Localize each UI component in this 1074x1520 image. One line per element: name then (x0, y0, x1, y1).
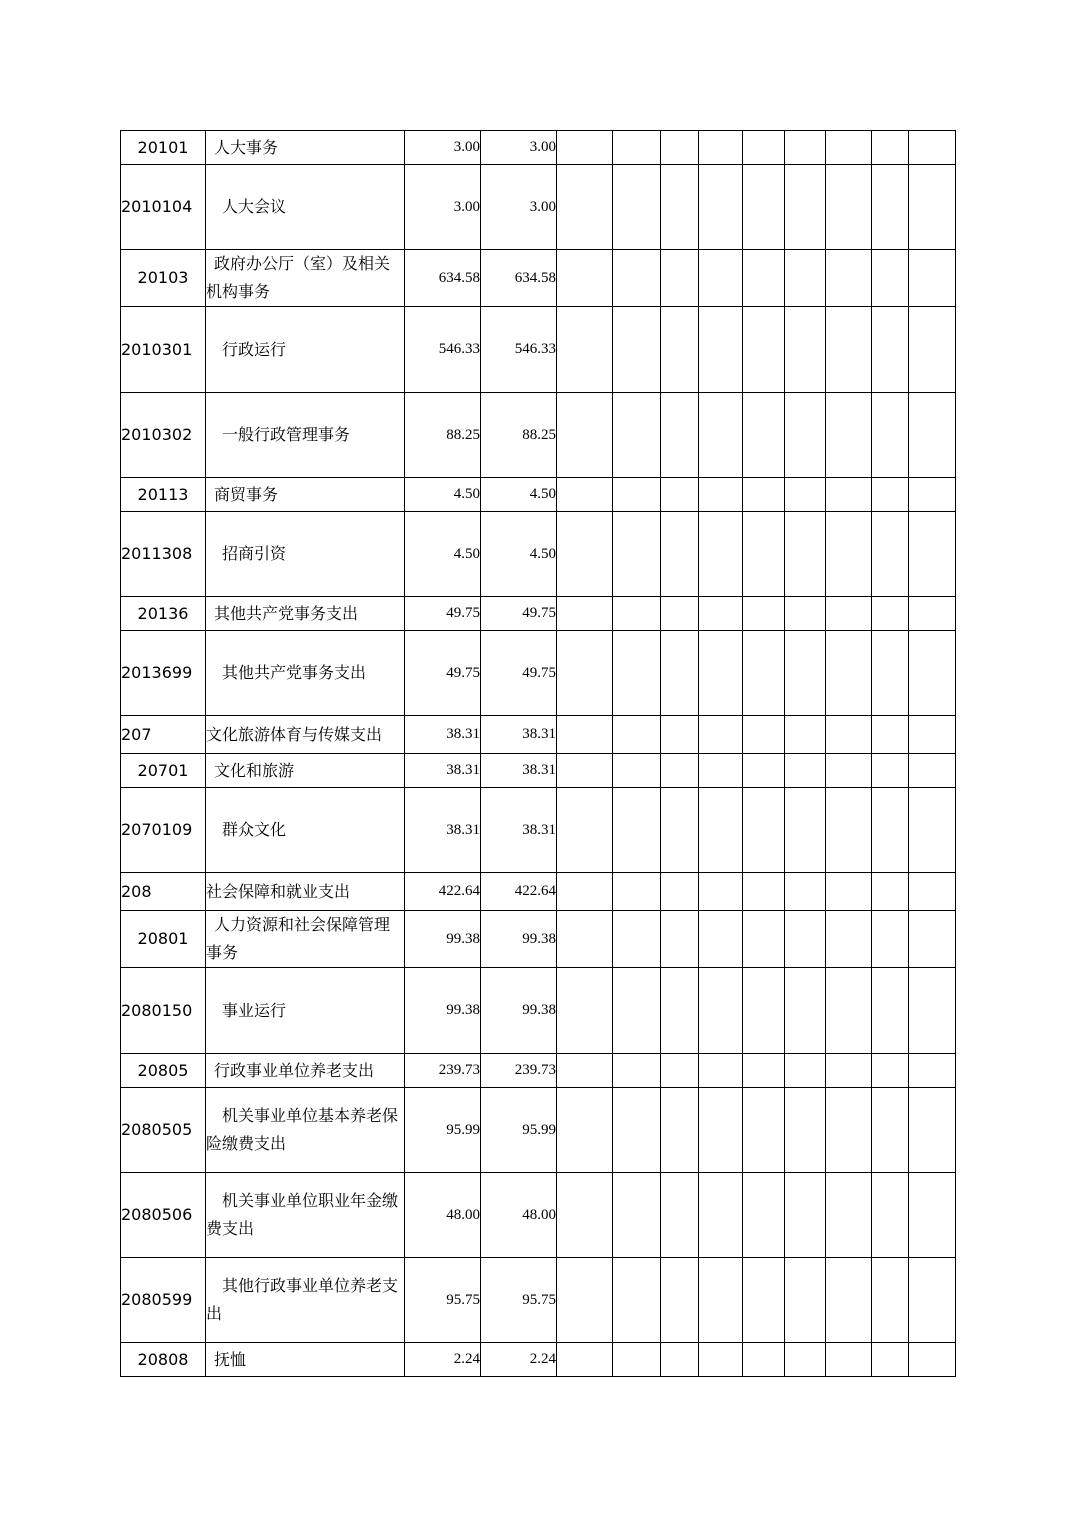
empty-cell (785, 788, 826, 873)
table-row (121, 873, 956, 911)
empty-cell (699, 873, 743, 911)
empty-cell (661, 1343, 699, 1377)
subject-code-cell: 2011308 (121, 512, 206, 597)
empty-cell (826, 393, 872, 478)
empty-cell (826, 478, 872, 512)
empty-cell (699, 788, 743, 873)
subject-name-cell: 行政事业单位养老支出 (206, 1054, 405, 1088)
subject-code-cell: 2080506 (121, 1173, 206, 1258)
empty-cell (743, 1173, 785, 1258)
subject-name-cell: 其他共产党事务支出 (206, 631, 405, 716)
empty-cell (613, 1173, 661, 1258)
table-row (121, 250, 956, 307)
empty-cell (743, 165, 785, 250)
empty-cell (613, 716, 661, 754)
empty-cell (699, 307, 743, 393)
empty-cell (785, 631, 826, 716)
table-row (121, 631, 956, 716)
subject-name-cell: 商贸事务 (206, 478, 405, 512)
empty-cell (826, 716, 872, 754)
empty-cell (743, 250, 785, 307)
total-amount-cell: 48.00 (405, 1173, 481, 1258)
empty-cell (872, 873, 909, 911)
table-row (121, 393, 956, 478)
empty-cell (613, 1088, 661, 1173)
empty-cell (661, 1258, 699, 1343)
subject-code-cell: 208 (121, 873, 206, 911)
empty-cell (557, 597, 613, 631)
subject-name-cell: 文化和旅游 (206, 754, 405, 788)
table-row (121, 165, 956, 250)
empty-cell (699, 597, 743, 631)
empty-cell (661, 716, 699, 754)
empty-cell (785, 968, 826, 1054)
basic-expenditure-cell: 95.75 (481, 1258, 557, 1343)
empty-cell (785, 754, 826, 788)
empty-cell (557, 165, 613, 250)
basic-expenditure-cell: 422.64 (481, 873, 557, 911)
subject-code-cell: 20101 (121, 131, 206, 165)
subject-name-cell: 机关事业单位职业年金缴费支出 (206, 1173, 405, 1258)
empty-cell (557, 307, 613, 393)
table-body (121, 131, 956, 1377)
total-amount-cell: 3.00 (405, 165, 481, 250)
empty-cell (699, 165, 743, 250)
table-row (121, 968, 956, 1054)
total-amount-cell: 49.75 (405, 597, 481, 631)
empty-cell (872, 512, 909, 597)
basic-expenditure-cell: 95.99 (481, 1088, 557, 1173)
empty-cell (661, 631, 699, 716)
empty-cell (872, 131, 909, 165)
subject-name-cell: 社会保障和就业支出 (206, 873, 405, 911)
empty-cell (557, 631, 613, 716)
empty-cell (557, 716, 613, 754)
empty-cell (743, 512, 785, 597)
basic-expenditure-cell: 88.25 (481, 393, 557, 478)
empty-cell (661, 393, 699, 478)
total-amount-cell: 38.31 (405, 788, 481, 873)
empty-cell (909, 716, 956, 754)
empty-cell (909, 631, 956, 716)
empty-cell (909, 873, 956, 911)
empty-cell (613, 788, 661, 873)
empty-cell (557, 1088, 613, 1173)
empty-cell (613, 631, 661, 716)
empty-cell (872, 250, 909, 307)
subject-code-cell: 20701 (121, 754, 206, 788)
empty-cell (557, 968, 613, 1054)
empty-cell (826, 788, 872, 873)
subject-name-cell: 抚恤 (206, 1343, 405, 1377)
total-amount-cell: 99.38 (405, 968, 481, 1054)
empty-cell (613, 1258, 661, 1343)
empty-cell (785, 250, 826, 307)
total-amount-cell: 38.31 (405, 716, 481, 754)
subject-code-cell: 2010301 (121, 307, 206, 393)
empty-cell (785, 1173, 826, 1258)
empty-cell (699, 1258, 743, 1343)
empty-cell (613, 478, 661, 512)
empty-cell (826, 1088, 872, 1173)
empty-cell (909, 393, 956, 478)
total-amount-cell: 88.25 (405, 393, 481, 478)
empty-cell (785, 1054, 826, 1088)
empty-cell (557, 131, 613, 165)
empty-cell (872, 968, 909, 1054)
basic-expenditure-cell: 49.75 (481, 597, 557, 631)
subject-code-cell: 2013699 (121, 631, 206, 716)
empty-cell (872, 165, 909, 250)
empty-cell (826, 597, 872, 631)
empty-cell (613, 873, 661, 911)
subject-name-cell: 人大会议 (206, 165, 405, 250)
empty-cell (661, 165, 699, 250)
empty-cell (699, 478, 743, 512)
table-row (121, 1173, 956, 1258)
empty-cell (557, 788, 613, 873)
empty-cell (872, 1258, 909, 1343)
subject-name-cell: 事业运行 (206, 968, 405, 1054)
subject-code-cell: 2080599 (121, 1258, 206, 1343)
empty-cell (909, 1343, 956, 1377)
subject-code-cell: 2080150 (121, 968, 206, 1054)
empty-cell (661, 754, 699, 788)
empty-cell (661, 788, 699, 873)
empty-cell (743, 1088, 785, 1173)
empty-cell (557, 512, 613, 597)
empty-cell (613, 165, 661, 250)
basic-expenditure-cell: 4.50 (481, 478, 557, 512)
empty-cell (743, 968, 785, 1054)
empty-cell (743, 788, 785, 873)
empty-cell (785, 393, 826, 478)
empty-cell (826, 631, 872, 716)
empty-cell (661, 1054, 699, 1088)
empty-cell (743, 754, 785, 788)
basic-expenditure-cell: 239.73 (481, 1054, 557, 1088)
total-amount-cell: 634.58 (405, 250, 481, 307)
subject-name-cell: 群众文化 (206, 788, 405, 873)
basic-expenditure-cell: 38.31 (481, 754, 557, 788)
table-row (121, 716, 956, 754)
empty-cell (699, 754, 743, 788)
empty-cell (872, 716, 909, 754)
subject-code-cell: 2080505 (121, 1088, 206, 1173)
subject-code-cell: 20136 (121, 597, 206, 631)
empty-cell (743, 716, 785, 754)
empty-cell (826, 307, 872, 393)
empty-cell (557, 1343, 613, 1377)
empty-cell (826, 1173, 872, 1258)
empty-cell (699, 1173, 743, 1258)
empty-cell (743, 478, 785, 512)
empty-cell (826, 165, 872, 250)
empty-cell (826, 1054, 872, 1088)
empty-cell (613, 131, 661, 165)
empty-cell (872, 911, 909, 968)
empty-cell (661, 873, 699, 911)
empty-cell (661, 307, 699, 393)
total-amount-cell: 422.64 (405, 873, 481, 911)
subject-name-cell: 招商引资 (206, 512, 405, 597)
empty-cell (557, 1258, 613, 1343)
empty-cell (661, 131, 699, 165)
empty-cell (785, 131, 826, 165)
empty-cell (613, 307, 661, 393)
empty-cell (557, 250, 613, 307)
empty-cell (785, 716, 826, 754)
empty-cell (699, 393, 743, 478)
empty-cell (661, 911, 699, 968)
empty-cell (743, 307, 785, 393)
empty-cell (872, 631, 909, 716)
empty-cell (661, 478, 699, 512)
empty-cell (785, 165, 826, 250)
empty-cell (909, 1054, 956, 1088)
table-row (121, 478, 956, 512)
empty-cell (743, 911, 785, 968)
empty-cell (557, 478, 613, 512)
subject-name-cell: 行政运行 (206, 307, 405, 393)
empty-cell (557, 873, 613, 911)
empty-cell (872, 393, 909, 478)
subject-name-cell: 其他行政事业单位养老支出 (206, 1258, 405, 1343)
empty-cell (872, 788, 909, 873)
empty-cell (557, 911, 613, 968)
empty-cell (699, 1054, 743, 1088)
empty-cell (909, 307, 956, 393)
total-amount-cell: 239.73 (405, 1054, 481, 1088)
empty-cell (613, 597, 661, 631)
empty-cell (826, 250, 872, 307)
empty-cell (743, 631, 785, 716)
basic-expenditure-cell: 546.33 (481, 307, 557, 393)
empty-cell (743, 1343, 785, 1377)
subject-name-cell: 其他共产党事务支出 (206, 597, 405, 631)
empty-cell (872, 478, 909, 512)
empty-cell (613, 911, 661, 968)
empty-cell (613, 1054, 661, 1088)
empty-cell (909, 1173, 956, 1258)
total-amount-cell: 38.31 (405, 754, 481, 788)
total-amount-cell: 95.75 (405, 1258, 481, 1343)
empty-cell (661, 512, 699, 597)
subject-name-cell: 机关事业单位基本养老保险缴费支出 (206, 1088, 405, 1173)
basic-expenditure-cell: 634.58 (481, 250, 557, 307)
table-row (121, 1054, 956, 1088)
empty-cell (872, 1343, 909, 1377)
empty-cell (661, 968, 699, 1054)
empty-cell (661, 1173, 699, 1258)
empty-cell (699, 1343, 743, 1377)
empty-cell (826, 873, 872, 911)
empty-cell (557, 1173, 613, 1258)
basic-expenditure-cell: 99.38 (481, 911, 557, 968)
empty-cell (909, 1088, 956, 1173)
empty-cell (699, 512, 743, 597)
subject-name-cell: 政府办公厅（室）及相关机构事务 (206, 250, 405, 307)
empty-cell (909, 1258, 956, 1343)
empty-cell (613, 393, 661, 478)
empty-cell (826, 911, 872, 968)
empty-cell (909, 754, 956, 788)
empty-cell (909, 597, 956, 631)
empty-cell (785, 1343, 826, 1377)
empty-cell (743, 873, 785, 911)
table-row (121, 1258, 956, 1343)
empty-cell (909, 478, 956, 512)
empty-cell (872, 1088, 909, 1173)
subject-code-cell: 20808 (121, 1343, 206, 1377)
total-amount-cell: 2.24 (405, 1343, 481, 1377)
empty-cell (785, 1088, 826, 1173)
empty-cell (743, 597, 785, 631)
empty-cell (699, 716, 743, 754)
subject-code-cell: 20805 (121, 1054, 206, 1088)
empty-cell (909, 788, 956, 873)
empty-cell (613, 250, 661, 307)
basic-expenditure-cell: 38.31 (481, 716, 557, 754)
basic-expenditure-cell: 4.50 (481, 512, 557, 597)
subject-code-cell: 20801 (121, 911, 206, 968)
table-row (121, 131, 956, 165)
empty-cell (826, 1343, 872, 1377)
table-row (121, 512, 956, 597)
empty-cell (557, 393, 613, 478)
empty-cell (743, 1054, 785, 1088)
empty-cell (699, 250, 743, 307)
subject-code-cell: 2010104 (121, 165, 206, 250)
empty-cell (909, 512, 956, 597)
total-amount-cell: 49.75 (405, 631, 481, 716)
empty-cell (909, 165, 956, 250)
empty-cell (699, 631, 743, 716)
basic-expenditure-cell: 49.75 (481, 631, 557, 716)
empty-cell (872, 597, 909, 631)
table-row (121, 754, 956, 788)
empty-cell (699, 131, 743, 165)
budget-table (120, 130, 956, 1377)
subject-name-cell: 文化旅游体育与传媒支出 (206, 716, 405, 754)
basic-expenditure-cell: 38.31 (481, 788, 557, 873)
empty-cell (909, 968, 956, 1054)
subject-name-cell: 人力资源和社会保障管理事务 (206, 911, 405, 968)
table-row (121, 1343, 956, 1377)
empty-cell (613, 754, 661, 788)
subject-name-cell: 一般行政管理事务 (206, 393, 405, 478)
empty-cell (872, 1054, 909, 1088)
empty-cell (557, 754, 613, 788)
table-row (121, 788, 956, 873)
empty-cell (661, 250, 699, 307)
subject-code-cell: 207 (121, 716, 206, 754)
empty-cell (743, 1258, 785, 1343)
subject-code-cell: 20113 (121, 478, 206, 512)
empty-cell (826, 1258, 872, 1343)
basic-expenditure-cell: 3.00 (481, 165, 557, 250)
subject-code-cell: 20103 (121, 250, 206, 307)
total-amount-cell: 546.33 (405, 307, 481, 393)
basic-expenditure-cell: 3.00 (481, 131, 557, 165)
total-amount-cell: 3.00 (405, 131, 481, 165)
empty-cell (743, 393, 785, 478)
empty-cell (872, 307, 909, 393)
total-amount-cell: 4.50 (405, 512, 481, 597)
total-amount-cell: 4.50 (405, 478, 481, 512)
empty-cell (613, 512, 661, 597)
empty-cell (826, 968, 872, 1054)
empty-cell (661, 597, 699, 631)
empty-cell (661, 1088, 699, 1173)
empty-cell (785, 597, 826, 631)
empty-cell (699, 1088, 743, 1173)
empty-cell (785, 512, 826, 597)
empty-cell (613, 968, 661, 1054)
empty-cell (872, 754, 909, 788)
empty-cell (699, 911, 743, 968)
table-row (121, 307, 956, 393)
empty-cell (826, 754, 872, 788)
total-amount-cell: 99.38 (405, 911, 481, 968)
table-row (121, 1088, 956, 1173)
empty-cell (699, 968, 743, 1054)
table-row (121, 597, 956, 631)
empty-cell (785, 873, 826, 911)
subject-code-cell: 2070109 (121, 788, 206, 873)
table-row (121, 911, 956, 968)
basic-expenditure-cell: 48.00 (481, 1173, 557, 1258)
empty-cell (872, 1173, 909, 1258)
empty-cell (613, 1343, 661, 1377)
empty-cell (785, 911, 826, 968)
empty-cell (826, 131, 872, 165)
empty-cell (909, 250, 956, 307)
total-amount-cell: 95.99 (405, 1088, 481, 1173)
empty-cell (785, 1258, 826, 1343)
empty-cell (826, 512, 872, 597)
basic-expenditure-cell: 2.24 (481, 1343, 557, 1377)
empty-cell (743, 131, 785, 165)
empty-cell (557, 1054, 613, 1088)
subject-code-cell: 2010302 (121, 393, 206, 478)
empty-cell (785, 478, 826, 512)
empty-cell (785, 307, 826, 393)
subject-name-cell: 人大事务 (206, 131, 405, 165)
basic-expenditure-cell: 99.38 (481, 968, 557, 1054)
empty-cell (909, 131, 956, 165)
empty-cell (909, 911, 956, 968)
